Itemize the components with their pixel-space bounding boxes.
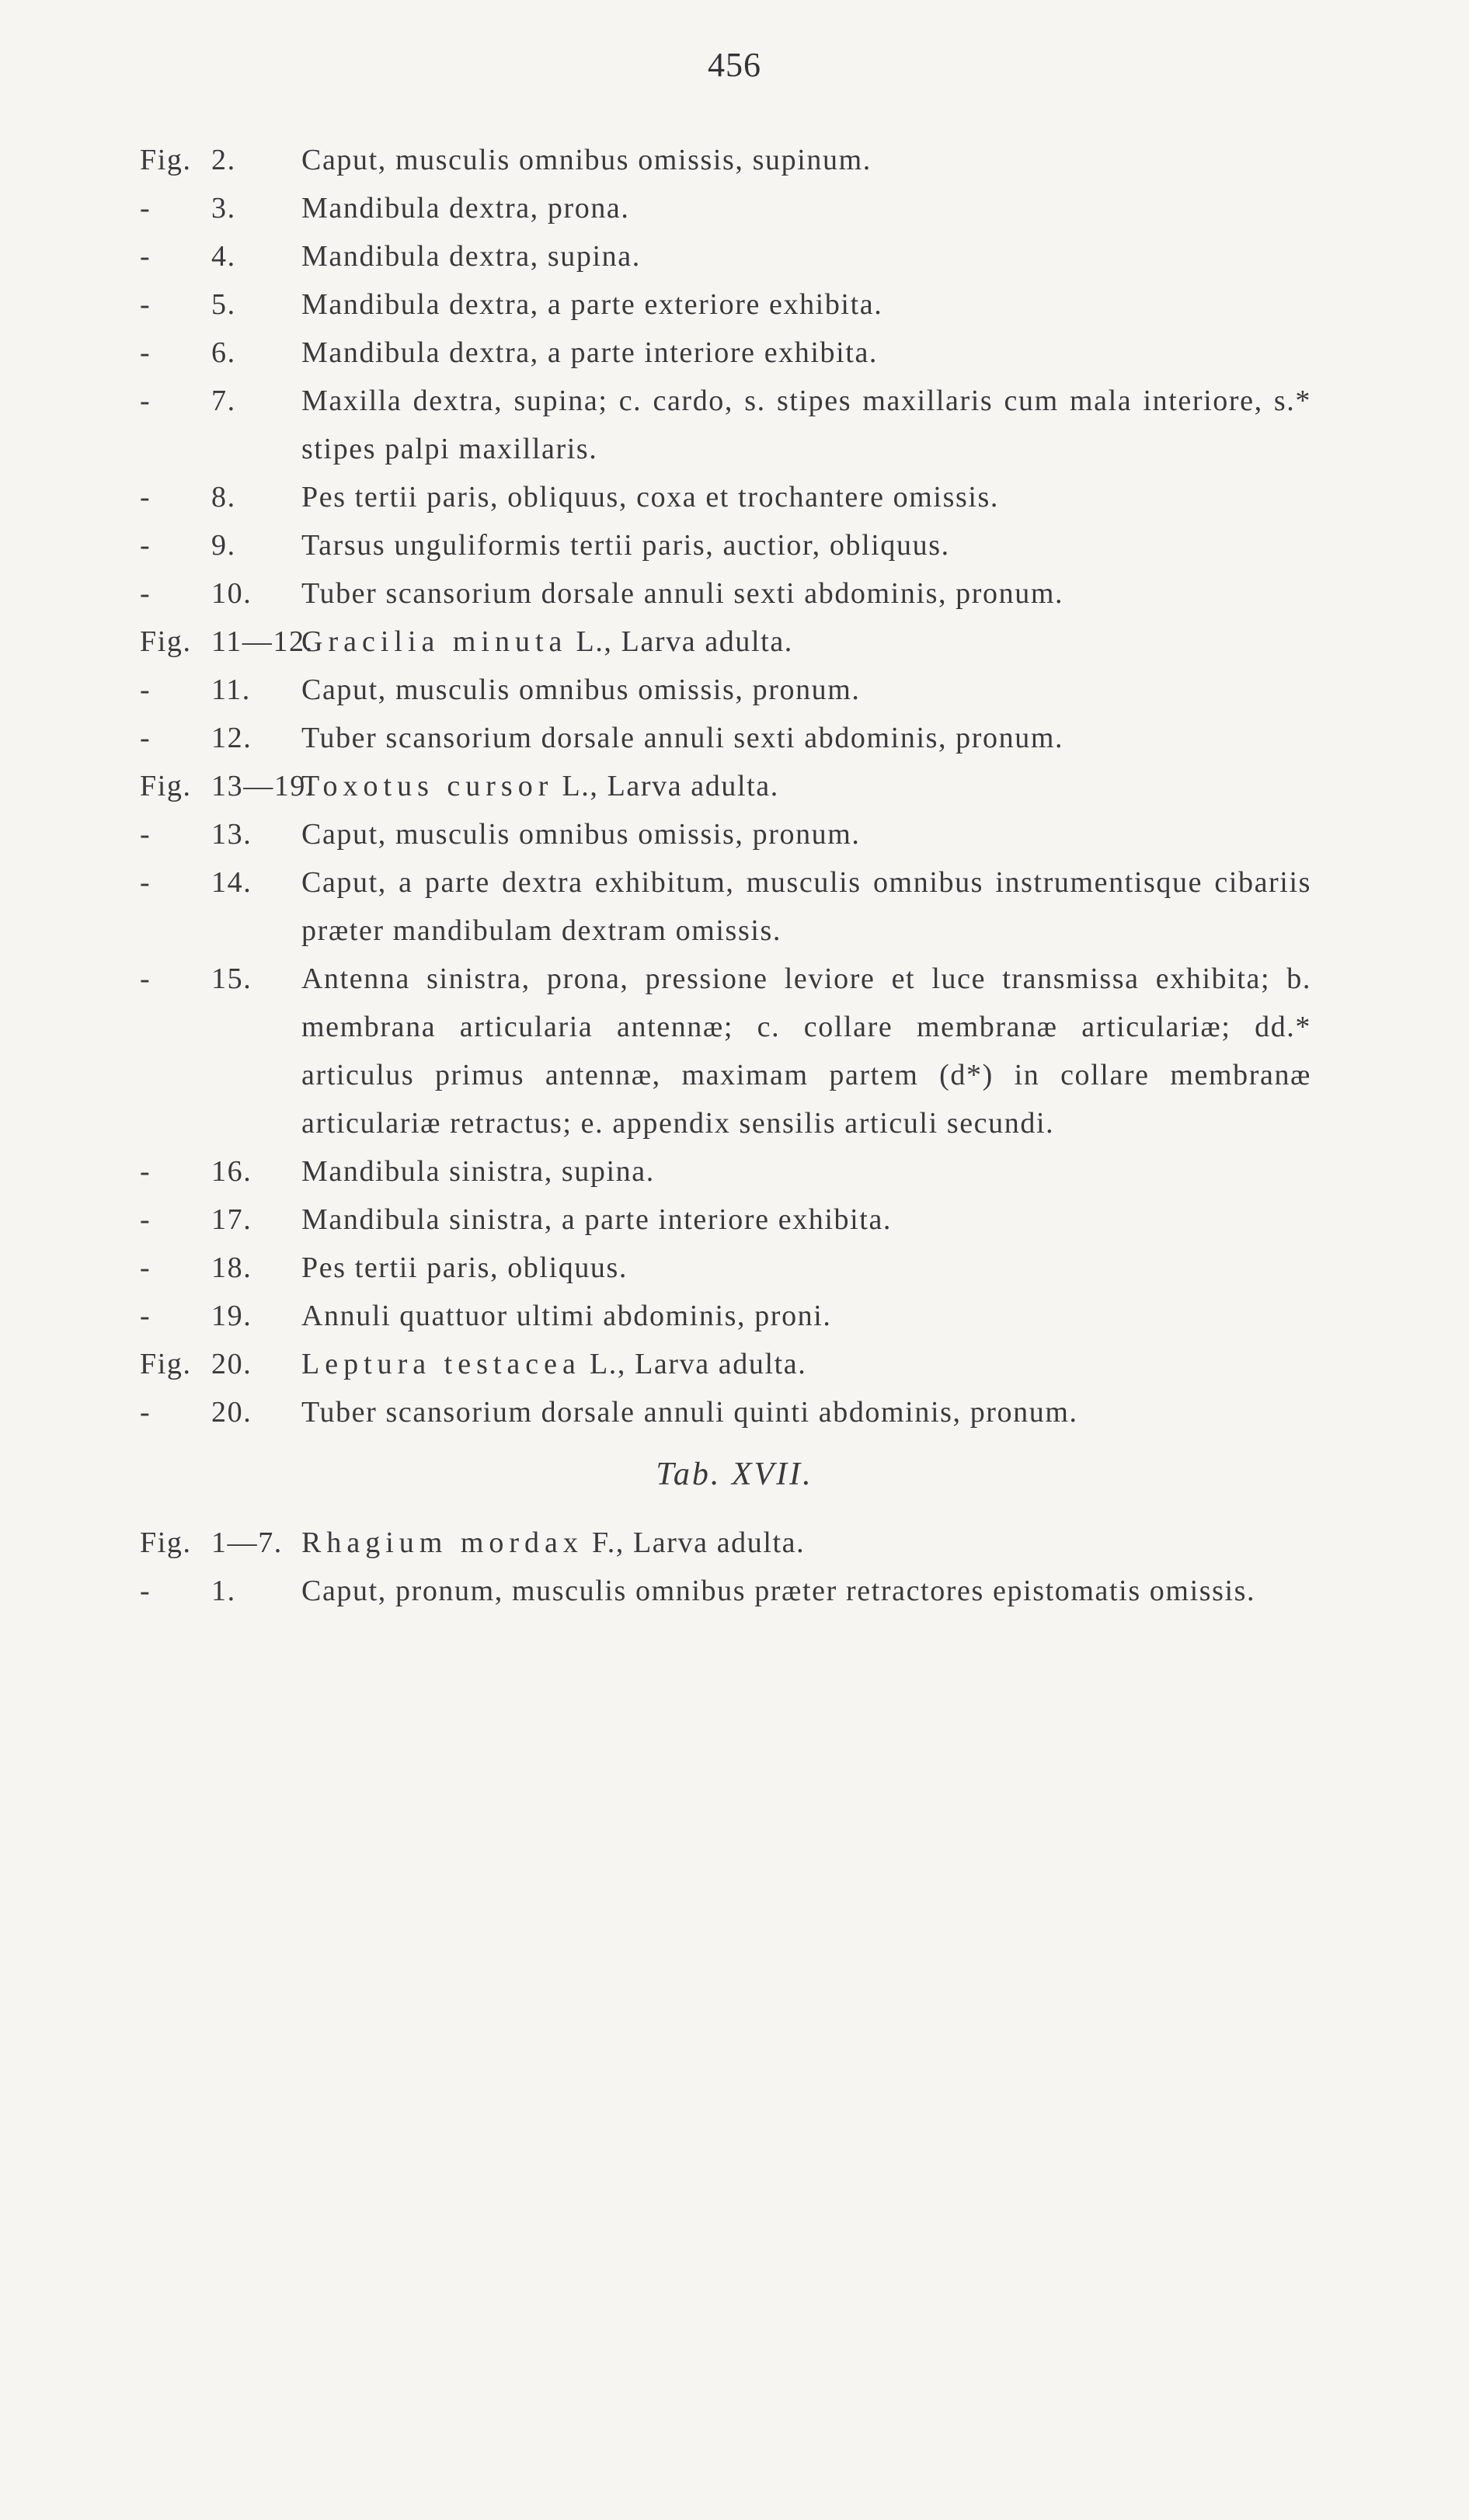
figure-caption — [0, 1567, 1469, 1615]
species-name: Rhagium mordax — [301, 1526, 583, 1559]
figure-caption — [0, 329, 1469, 377]
figure-label: - — [140, 1396, 151, 1429]
figure-caption — [0, 955, 1469, 1147]
species-author-stage: F., Larva adulta. — [583, 1526, 806, 1559]
figure-label: - — [140, 962, 151, 995]
figure-label: - — [140, 481, 151, 513]
figure-number: 2. — [211, 144, 236, 176]
figure-caption — [0, 1196, 1469, 1244]
caption-text: Annuli quattuor ultimi abdominis, proni. — [301, 1300, 832, 1332]
caption-text: Mandibula dextra, prona. — [301, 192, 630, 225]
figure-caption — [0, 377, 1469, 473]
figure-group-heading — [0, 618, 1469, 666]
figure-number: 4. — [211, 240, 236, 273]
figure-group-heading — [0, 136, 1469, 184]
figure-label: Fig. — [140, 625, 192, 658]
figure-number: 5. — [211, 288, 236, 321]
caption-list-tab-xvi — [0, 136, 1469, 1436]
figure-label: - — [140, 722, 151, 754]
figure-caption — [0, 1244, 1469, 1292]
figure-label: - — [140, 1575, 151, 1607]
species-name: Toxotus cursor — [301, 770, 554, 802]
caption-text: Caput, musculis omnibus omissis, pronum. — [301, 674, 861, 706]
figure-group-heading — [0, 1340, 1469, 1388]
figure-label: - — [140, 1251, 151, 1284]
figure-caption — [0, 521, 1469, 569]
page-number: 456 — [708, 46, 761, 84]
figure-caption — [0, 666, 1469, 714]
caption-text: Tuber scansorium dorsale annuli sexti abdominis, pronum. — [301, 577, 1064, 610]
caption-text: Mandibula sinistra, a parte interiore exhibita. — [301, 1203, 893, 1236]
figure-label: - — [140, 288, 151, 321]
figure-captions — [0, 136, 1469, 1615]
figure-number: 10. — [211, 577, 252, 610]
figure-number: 7. — [211, 385, 236, 417]
figure-label: - — [140, 577, 151, 610]
figure-number: 19. — [211, 1300, 252, 1332]
figure-number: 11—12. — [211, 625, 314, 658]
caption-text: Mandibula dextra, supina. — [301, 240, 641, 273]
caption-text: Caput, musculis omnibus omissis, pronum. — [301, 818, 861, 851]
figure-caption — [0, 858, 1469, 955]
figure-label: - — [140, 1203, 151, 1236]
figure-number: 15. — [211, 962, 252, 995]
figure-number: 3. — [211, 192, 236, 225]
figure-caption — [0, 569, 1469, 618]
figure-label: Fig. — [140, 144, 192, 176]
caption-text: Tuber scansorium dorsale annuli quinti abdominis, pronum. — [301, 1396, 1078, 1429]
caption-text: Caput, pronum, musculis omnibus præter retractores epistomatis omissis. — [301, 1575, 1256, 1607]
figure-label: - — [140, 240, 151, 273]
figure-number: 8. — [211, 481, 236, 513]
caption-text: Maxilla dextra, supina; c. cardo, s. stipes maxillaris cum mala interiore, s.* stipes palpi maxillaris. — [301, 385, 1311, 465]
caption-text: Mandibula dextra, a parte exteriore exhibita. — [301, 288, 883, 321]
figure-number: 20. — [211, 1396, 252, 1429]
figure-number: 16. — [211, 1155, 252, 1188]
figure-label: - — [140, 674, 151, 706]
caption-text: Tuber scansorium dorsale annuli sexti abdominis, pronum. — [301, 722, 1064, 754]
figure-label: - — [140, 385, 151, 417]
caption-text — [301, 1519, 1311, 1567]
figure-number: 6. — [211, 336, 236, 369]
species-name: Gracilia minuta — [301, 625, 568, 658]
figure-number: 18. — [211, 1251, 252, 1284]
caption-text: Antenna sinistra, prona, pressione leviore et luce transmissa exhibita; b. membrana articularia antennæ; c. collare membranæ articulariæ; dd.* articulus primus antennæ, maximam partem (d*) in collare membranæ articulariæ retractus; e. appendix sensilis articuli secundi. — [301, 962, 1311, 1140]
figure-number: 13. — [211, 818, 252, 851]
species-author-stage: L., Larva adulta. — [553, 770, 779, 802]
species-author-stage: L., Larva adulta. — [580, 1348, 807, 1380]
figure-label: - — [140, 529, 151, 562]
figure-number: 12. — [211, 722, 252, 754]
caption-text — [301, 1340, 1311, 1388]
figure-label: Fig. — [140, 1526, 192, 1559]
figure-label: - — [140, 336, 151, 369]
species-author-stage: L., Larva adulta. — [567, 625, 793, 658]
caption-text: Caput, musculis omnibus omissis, supinum. — [301, 144, 872, 176]
figure-caption — [0, 280, 1469, 329]
caption-text: Pes tertii paris, obliquus, coxa et trochantere omissis. — [301, 481, 999, 513]
figure-label: - — [140, 818, 151, 851]
caption-text — [301, 762, 1311, 810]
figure-caption — [0, 1292, 1469, 1340]
caption-text: Tarsus unguliformis tertii paris, auctior, obliquus. — [301, 529, 950, 562]
figure-number: 20. — [211, 1348, 252, 1380]
figure-number: 17. — [211, 1203, 252, 1236]
figure-label: - — [140, 866, 151, 899]
plate-heading: Tab. XVII. — [656, 1457, 813, 1492]
figure-number: 1—7. — [211, 1526, 283, 1559]
figure-caption — [0, 1147, 1469, 1196]
caption-list-tab-xvii — [0, 1519, 1469, 1615]
caption-text: Mandibula sinistra, supina. — [301, 1155, 655, 1188]
figure-number: 9. — [211, 529, 236, 562]
figure-group-heading — [0, 1519, 1469, 1567]
caption-text: Pes tertii paris, obliquus. — [301, 1251, 628, 1284]
figure-caption — [0, 1388, 1469, 1436]
figure-caption — [0, 232, 1469, 280]
caption-text: Caput, a parte dextra exhibitum, musculis omnibus instrumentisque cibariis præter mandibulam dextram omissis. — [301, 866, 1311, 947]
species-name: Leptura testacea — [301, 1348, 581, 1380]
figure-label: - — [140, 192, 151, 225]
figure-number: 14. — [211, 866, 252, 899]
figure-caption — [0, 473, 1469, 521]
figure-label: - — [140, 1300, 151, 1332]
figure-number: 13—19. — [211, 770, 315, 802]
figure-label: Fig. — [140, 1348, 192, 1380]
figure-group-heading — [0, 762, 1469, 810]
figure-label: - — [140, 1155, 151, 1188]
figure-caption — [0, 810, 1469, 858]
caption-text: Mandibula dextra, a parte interiore exhibita. — [301, 336, 879, 369]
figure-number: 1. — [211, 1575, 236, 1607]
figure-caption — [0, 714, 1469, 762]
caption-text — [301, 618, 1311, 666]
figure-number: 11. — [211, 674, 251, 706]
figure-label: Fig. — [140, 770, 192, 802]
figure-caption — [0, 184, 1469, 232]
